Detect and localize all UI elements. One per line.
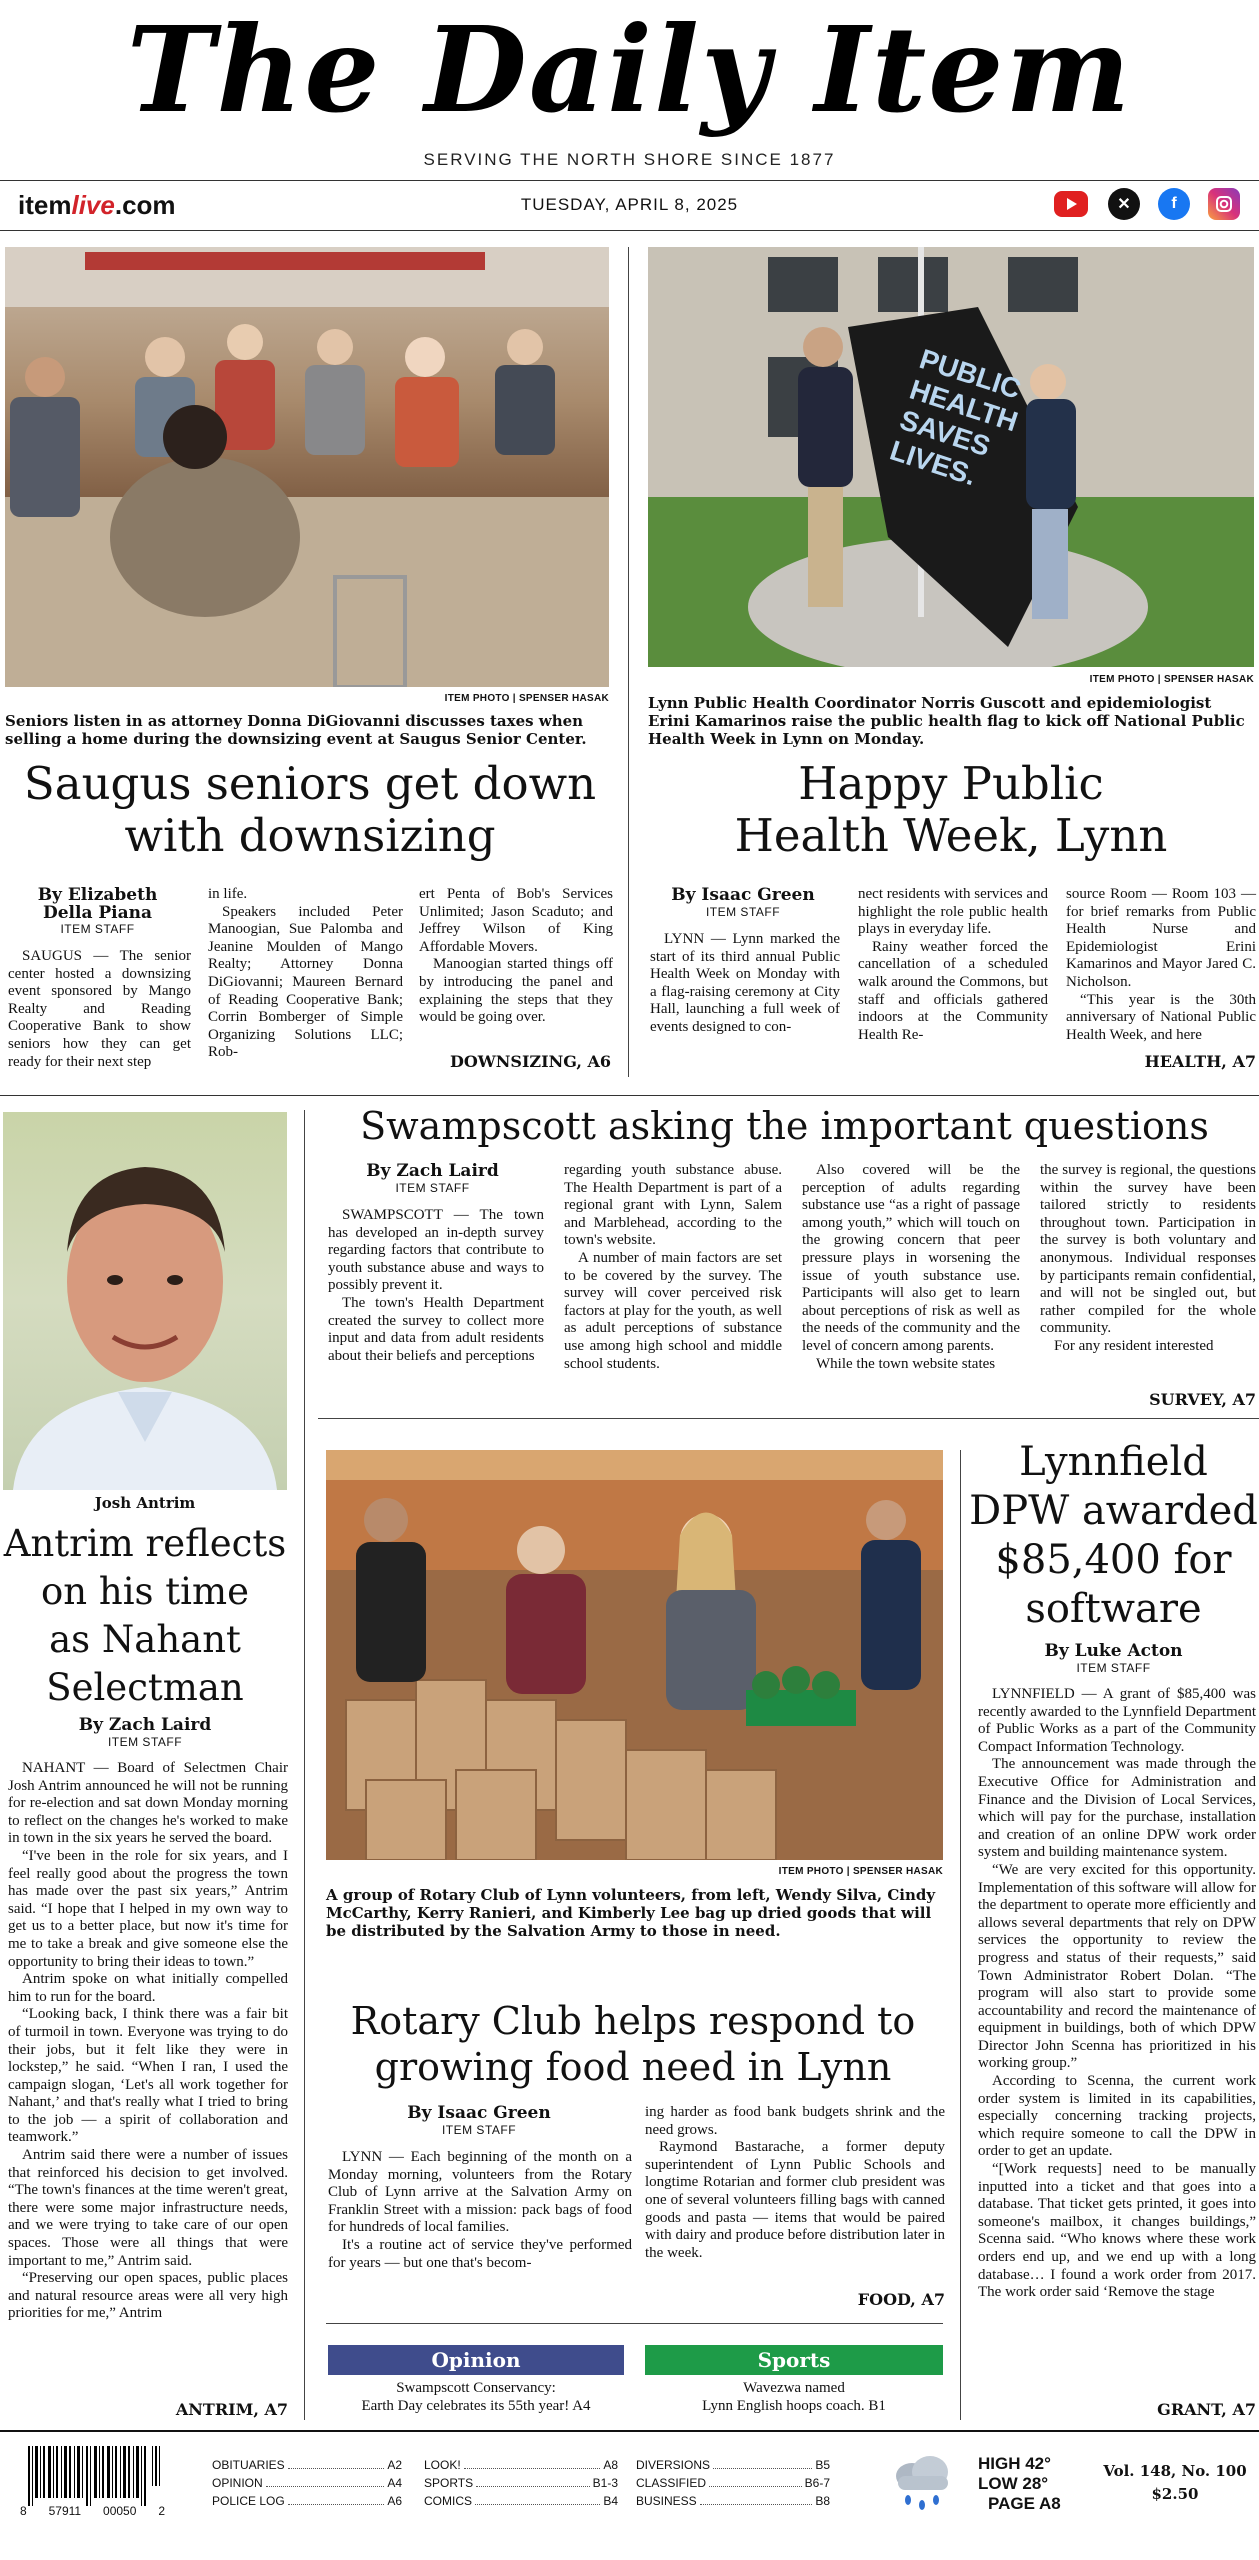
photo-caption: Lynn Public Health Coordinator Norris Guscott and epidemiologist Erini Kamarinos raise the public health flag to kick off National Public Health Week in Lynn on Monday. <box>648 694 1245 748</box>
paragraph: For any resident interested <box>1054 1337 1214 1354</box>
index-row[interactable] <box>424 2474 618 2492</box>
paragraph: “We are very excited for this opportunity. Implementation of this software will allow for the department to operate more efficiently and allows several departments that rely on DPW services the opportunity to review the progress and status of their requests,” said Town Administrator Robert Dolan. “The program will also start to provide some accountability and record the maintenance of equipment in buildings, both of which DPW Director John Scenna has prioritized in his working group.” <box>978 1861 1256 2072</box>
headline-saugus-1[interactable]: Saugus seniors get down <box>23 757 597 810</box>
story-column <box>1066 886 1256 1044</box>
paragraph: the survey is regional, the questions within the survey have been tailored strictly to residents throughout town. Participation in the survey is both voluntary and anonymous. Individual responses by participants remain confidential, and will not be singled out, but rather compiled for the whole community. <box>1040 1162 1256 1337</box>
headline-rotary-1[interactable]: Rotary Club helps respond to <box>350 1999 916 2043</box>
photo-credit: ITEM PHOTO | SPENSER HASAK <box>778 1866 943 1877</box>
weather-high: HIGH 42° <box>978 2454 1051 2473</box>
barcode <box>20 2446 165 2522</box>
brand-item: item <box>18 190 72 220</box>
paragraph: “Preserving our open spaces, public places and natural resource areas were all very high priorities for me,” Antrim <box>8 2270 288 2322</box>
paragraph: “Looking back, I think there was a fair bit of turmoil in town. Everyone was trying to do their jobs, but it felt like they were in lockstep,” he said. “When I ran, I used the campaign slogan, ‘Let's all work together for Nahant,’ and that's really what I tried to bring to the job — a spirit of collaboration and teamwork.” <box>8 2006 288 2146</box>
paragraph: Antrim spoke on what initially compelled him to run for the board. <box>8 1971 288 2005</box>
issue-date: TUESDAY, APRIL 8, 2025 <box>520 195 739 214</box>
index-row[interactable] <box>212 2474 402 2492</box>
story-column <box>978 1686 1256 2302</box>
jump-link[interactable]: DOWNSIZING, A6 <box>449 1052 611 1071</box>
index-text: COMICS <box>424 2494 472 2508</box>
headline-antrim-1[interactable]: Antrim reflects <box>3 1522 287 1565</box>
opinion-teaser-2[interactable]: Earth Day celebrates its 55th year! A4 <box>361 2398 591 2414</box>
flag-text: PUBLIC HEALTH SAVES LIVES. <box>886 343 1025 492</box>
headline-antrim-2[interactable]: on his time <box>41 1570 249 1613</box>
section-rule <box>326 2323 943 2324</box>
story-column <box>645 2104 945 2262</box>
footer-rule <box>0 2430 1259 2432</box>
jump-link[interactable]: HEALTH, A7 <box>1144 1052 1256 1071</box>
headline-health-1[interactable]: Happy Public <box>798 757 1104 810</box>
index-leader <box>288 2456 385 2469</box>
index-leader <box>709 2474 802 2487</box>
paragraph: LYNN — Each beginning of the month on a Monday morning, volunteers from the Rotary Club of Lynn arrive at the Salvation Army on Franklin Street with a mission: pack bags of food for hundreds of local families. <box>328 2149 632 2236</box>
photo-credit: ITEM PHOTO | SPENSER HASAK <box>444 693 609 704</box>
paragraph: SWAMPSCOTT — The town has developed an in-depth survey regarding factors that contribute to youth substance abuse and ways to possibly prevent it. <box>328 1207 544 1294</box>
index-row[interactable] <box>424 2456 618 2474</box>
seniors-photo <box>5 247 609 687</box>
paragraph: “I've been in the role for six years, and I feel really good about the progress the town has made over the past six years,” Antrim said. “I hope that I helped in my own way to get us to a better place, but now it's time for me to take a break and give someone else the opportunity to bring their ideas to town.” <box>8 1847 288 1970</box>
barcode-digit: 2 <box>158 2504 165 2518</box>
paragraph: It's a routine act of service they've performed for years — but one that's becom- <box>328 2236 632 2271</box>
story-column <box>858 886 1048 1044</box>
flag-photo <box>648 247 1254 667</box>
index-text: SPORTS <box>424 2476 474 2490</box>
index-row[interactable] <box>636 2492 830 2510</box>
index-text: CLASSIFIED <box>636 2476 707 2490</box>
headline-rotary-2[interactable]: growing food need in Lynn <box>374 2045 892 2089</box>
index-leader <box>476 2474 590 2487</box>
headline-saugus-2[interactable]: with downsizing <box>124 809 496 862</box>
index-text: A6 <box>387 2494 402 2508</box>
instagram-icon[interactable] <box>1208 188 1240 220</box>
story-column <box>802 1162 1020 1373</box>
sports-section-button[interactable]: Sports <box>645 2345 943 2375</box>
byline: By Zach Laird <box>78 1715 212 1735</box>
index-leader <box>475 2492 600 2505</box>
paragraph: A number of main factors are set to be covered by the survey. The survey will cover perceived risk factors at play for the youth, as well as adult perceptions of substance use among high school and middle school students. <box>564 1249 782 1372</box>
headline-antrim-3[interactable]: as Nahant <box>49 1618 241 1661</box>
index-text: OBITUARIES <box>212 2458 285 2472</box>
headline-swampscott[interactable]: Swampscott asking the important questions <box>360 1104 1209 1148</box>
paragraph: “This year is the 30th anniversary of National Public Health Week, and here <box>1066 991 1256 1043</box>
index-text: B4 <box>603 2494 618 2508</box>
paragraph: Manoogian started things off by introducing the panel and explaining the steps that they would be going over. <box>419 956 613 1026</box>
paragraph: Antrim said there were a number of issues that reinforced his decision to get involved. “The town's finances at the time weren't great, there were some major infrastructure needs, and we were trying to take care of our open spaces. Those were all things that were important to me,” Antrim said. <box>8 2147 288 2269</box>
index-leader <box>288 2492 385 2505</box>
byline: By Luke Acton <box>1044 1641 1183 1661</box>
byline-staff: ITEM STAFF <box>60 922 135 936</box>
barcode-digit: 8 <box>20 2504 27 2518</box>
opinion-section-button[interactable]: Opinion <box>328 2345 624 2375</box>
paragraph: source Room — Room 103 — for brief remarks from Public Health Nurse and Epidemiologist Erini Kamarinos and Mayor Jared C. Nicholson. <box>1066 886 1256 990</box>
paragraph: regarding youth substance abuse. The Health Department is part of a regional grant with Lynn, Salem and Marblehead, according to the town's website. <box>564 1162 782 1249</box>
index-text: A8 <box>603 2458 618 2472</box>
byline: By Isaac Green <box>407 2103 551 2123</box>
paragraph: While the town website states <box>816 1355 996 1372</box>
story-column <box>650 931 840 1037</box>
jump-link[interactable]: GRANT, A7 <box>1157 2400 1256 2419</box>
index-text: B5 <box>815 2458 830 2472</box>
barcode-digits: 00050 <box>103 2504 137 2518</box>
index-row[interactable] <box>212 2456 402 2474</box>
story-column <box>8 948 191 1071</box>
paragraph: Also covered will be the perception of adults regarding substance use “as a right of passage among youth,” which will touch on the growing concern that peer pressure plays in worsening the issue of youth substance use. Participants will also get to learn about perceptions of risk as well as the needs of the community and the level of concern among parents. <box>802 1162 1020 1354</box>
paragraph: Rainy weather forced the cancellation of a scheduled walk around the Commons, but staff and officials gathered indoors at the Community Health Re- <box>858 938 1048 1043</box>
youtube-icon[interactable] <box>1054 191 1088 217</box>
date-rule <box>0 230 1259 231</box>
headline-lynnfield-3[interactable]: $85,400 for <box>995 1537 1232 1583</box>
rain-cloud-icon <box>890 2450 956 2514</box>
weather-page[interactable]: PAGE A8 <box>988 2494 1061 2513</box>
index-text: A4 <box>387 2476 402 2490</box>
paragraph: in life. <box>208 886 248 902</box>
index-text: POLICE LOG <box>212 2494 285 2508</box>
newspaper-title: The Daily Item <box>126 0 1133 139</box>
paragraph: LYNN — Lynn marked the start of its third annual Public Health Week on Monday with a flag-raising ceremony at City Hall, launching a full week of events designed to con- <box>650 931 840 1035</box>
photo-caption: A group of Rotary Club of Lynn volunteers, from left, Wendy Silva, Cindy McCarthy, Kerry Ranieri, and Kimberly Lee bag up dried goods that will be distributed by the Salvation Army to those in need. <box>326 1886 936 1940</box>
index-column-1 <box>212 2456 402 2510</box>
headline-lynnfield-4[interactable]: software <box>1025 1586 1202 1632</box>
sports-teaser-1[interactable]: Wavezwa named <box>743 2380 845 2396</box>
photo-credit: ITEM PHOTO | SPENSER HASAK <box>1089 674 1254 685</box>
byline-staff: ITEM STAFF <box>441 2123 517 2137</box>
paragraph: ert Penta of Bob's Services Unlimited; Jason Scaduto; and Jeffrey Wilson of King Affordable Movers. <box>419 886 613 955</box>
paragraph: Raymond Bastarache, a former deputy superintendent of Lynn Public Schools and longtime Rotarian and former club president was one of several volunteers filling bags with canned goods and pasta — items that would be paired with dairy and produce before distribution later in the week. <box>645 2139 945 2261</box>
headline-lynnfield-2[interactable]: DPW awarded <box>969 1488 1258 1534</box>
jump-link[interactable]: ANTRIM, A7 <box>175 2400 288 2419</box>
paragraph: The town's Health Department created the survey to collect more input and data from adult residents about their beliefs and perceptions <box>328 1294 544 1364</box>
antrim-photo <box>3 1112 287 1490</box>
x-icon[interactable]: ✕ <box>1108 188 1140 220</box>
story-column <box>208 886 403 1062</box>
tagline: SERVING THE NORTH SHORE SINCE 1877 <box>423 150 836 169</box>
section-rule <box>318 1418 1259 1419</box>
opinion-teaser-1[interactable]: Swampscott Conservancy: <box>396 2380 556 2396</box>
story-column <box>8 1760 288 2323</box>
price: $2.50 <box>1151 2485 1199 2503</box>
photo-caption: Seniors listen in as attorney Donna DiGiovanni discusses taxes when selling a home during the downsizing event at Saugus Senior Center. <box>5 712 587 748</box>
headline-antrim-4[interactable]: Selectman <box>46 1666 244 1709</box>
paragraph: “[Work requests] need to be manually inputted into a ticket and that goes into a database. That ticket gets printed, it goes into someone's mailbox, it changes buildings,” Scenna said. “Who knows where these work orders end up, and we end up with a long database… I found a work order from 2017. The work order said ‘Remove the stage <box>978 2161 1256 2301</box>
story-column <box>564 1162 782 1373</box>
column-divider <box>960 1450 961 2420</box>
paragraph: nect residents with services and highlight the role public health plays in everyday life. <box>858 886 1048 938</box>
paragraph: ing harder as food bank budgets shrink and the need grows. <box>645 2104 945 2138</box>
masthead <box>0 0 1259 180</box>
index-row[interactable] <box>212 2492 402 2510</box>
facebook-icon[interactable]: f <box>1158 188 1190 220</box>
paragraph: Speakers included Peter Manoogian, Sue Palomba and Jeanine Moulden of Mango Realty; Attorney Donna DiGiovanni; Maureen Bernard of Reading Cooperative Bank; Corrin Bomberger of Simple Organizing Solutions LLC; Rob- <box>208 903 403 1061</box>
index-text: LOOK! <box>424 2458 461 2472</box>
brand-com: .com <box>114 190 176 220</box>
story-column <box>328 1207 544 1365</box>
story-column <box>328 2149 632 2272</box>
jump-link[interactable]: FOOD, A7 <box>857 2290 945 2309</box>
byline: By Isaac Green <box>671 885 815 905</box>
index-text: B6-7 <box>804 2476 830 2490</box>
index-text: BUSINESS <box>636 2494 697 2508</box>
byline-2: Della Piana <box>42 903 153 923</box>
volume-number: Vol. 148, No. 100 <box>1103 2462 1247 2480</box>
byline-staff: ITEM STAFF <box>395 1181 470 1195</box>
section-rule <box>0 1095 1259 1096</box>
headline-lynnfield-1[interactable]: Lynnfield <box>1019 1439 1208 1485</box>
masthead-rule <box>0 180 1259 181</box>
index-leader <box>700 2492 813 2505</box>
index-row[interactable] <box>424 2492 618 2510</box>
weather-low: LOW 28° <box>978 2474 1049 2493</box>
byline-1: By Elizabeth <box>37 885 158 905</box>
paragraph: NAHANT — Board of Selectmen Chair Josh Antrim announced he will not be running for re-election and sat down Monday morning to reflect on the changes he's worked to make in town in the six years he served the board. <box>8 1760 288 1847</box>
byline-staff: ITEM STAFF <box>1076 1661 1151 1675</box>
jump-link[interactable]: SURVEY, A7 <box>1149 1390 1256 1409</box>
paragraph: LYNNFIELD — A grant of $85,400 was recently awarded to the Lynnfield Department of Public Works as a part of the Community Compact Information Technology. <box>978 1686 1256 1755</box>
byline-staff: ITEM STAFF <box>107 1735 183 1749</box>
column-divider <box>628 247 629 1077</box>
index-text: DIVERSIONS <box>636 2458 711 2472</box>
index-text: B1-3 <box>592 2476 618 2490</box>
story-column <box>1040 1162 1256 1356</box>
sports-teaser-2[interactable]: Lynn English hoops coach. B1 <box>702 2398 886 2414</box>
index-text: B8 <box>815 2494 830 2508</box>
byline: By Zach Laird <box>366 1161 499 1181</box>
byline-staff: ITEM STAFF <box>705 905 781 919</box>
index-leader <box>464 2456 601 2469</box>
index-column-2 <box>424 2456 618 2510</box>
paragraph: SAUGUS — The senior center hosted a downsizing event sponsored by Mango Realty and Reading Cooperative Bank to show seniors how they can get ready for their next step <box>8 948 191 1070</box>
index-text: OPINION <box>212 2476 263 2490</box>
paragraph: According to Scenna, the current work order system is limited in its capabilities, especially concerning tracking projects, which require someone to call the DPW in order to get an update. <box>978 2073 1256 2160</box>
index-column-3 <box>636 2456 830 2510</box>
index-row[interactable] <box>636 2456 830 2474</box>
index-row[interactable] <box>636 2474 830 2492</box>
headline-health-2[interactable]: Health Week, Lynn <box>734 809 1168 862</box>
brand-live: live <box>71 190 115 220</box>
barcode-digits: 57911 <box>48 2504 82 2518</box>
story-column <box>419 886 613 1027</box>
photo-label: Josh Antrim <box>94 1494 196 1512</box>
rotary-photo <box>326 1450 943 1860</box>
paragraph: The announcement was made through the Executive Office for Administration and Finance and the Division of Local Services, which will pay for the purchase, installation and creation of an online DPW work order system and building maintenance system. <box>978 1756 1256 1861</box>
index-leader <box>713 2456 812 2469</box>
index-leader <box>266 2474 385 2487</box>
column-divider <box>304 1110 305 2420</box>
index-text: A2 <box>387 2458 402 2472</box>
